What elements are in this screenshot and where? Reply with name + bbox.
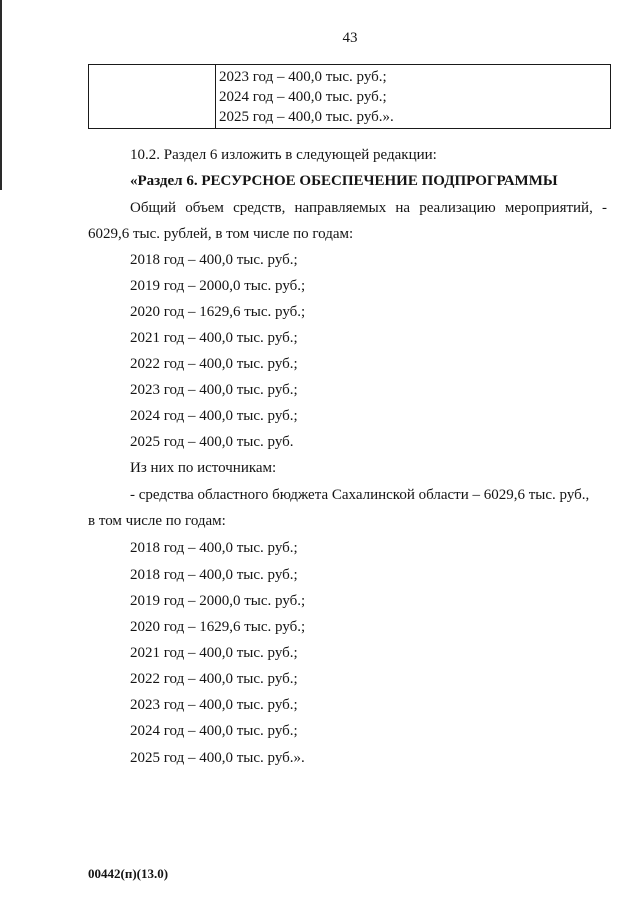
table-amounts-cell — [216, 65, 394, 128]
regional-year-line: 2018 год – 400,0 тыс. руб.; — [130, 567, 298, 583]
regional-budget-line-2: в том числе по годам: — [88, 513, 226, 529]
section-title: «Раздел 6. РЕСУРСНОЕ ОБЕСПЕЧЕНИЕ ПОДПРОГРАММЫ — [130, 173, 558, 189]
total-year-line: 2018 год – 400,0 тыс. руб.; — [130, 252, 298, 268]
regional-year-line: 2025 год – 400,0 тыс. руб.». — [130, 750, 305, 766]
total-year-line: 2024 год – 400,0 тыс. руб.; — [130, 408, 298, 424]
total-year-line: 2023 год – 400,0 тыс. руб.; — [130, 382, 298, 398]
total-year-line: 2022 год – 400,0 тыс. руб.; — [130, 356, 298, 372]
table-empty-cell — [89, 65, 216, 128]
page-number: 43 — [342, 30, 358, 46]
total-paragraph-line-1: Общий объем средств, направляемых на реализацию мероприятий, - — [130, 200, 607, 216]
table-line: 2024 год – 400,0 тыс. руб.; — [219, 89, 387, 105]
document-code: 00442(п)(13.0) — [88, 866, 169, 881]
regional-year-line: 2022 год – 400,0 тыс. руб.; — [130, 671, 298, 687]
total-year-line: 2020 год – 1629,6 тыс. руб.; — [130, 304, 306, 320]
table-line: 2023 год – 400,0 тыс. руб.; — [219, 69, 387, 85]
table-line: 2025 год – 400,0 тыс. руб.». — [219, 109, 394, 125]
regional-year-line: 2019 год – 2000,0 тыс. руб.; — [130, 593, 306, 609]
regional-year-line: 2020 год – 1629,6 тыс. руб.; — [130, 619, 306, 635]
scan-edge-mark — [0, 0, 2, 190]
continued-table — [88, 64, 611, 129]
regional-year-line: 2023 год – 400,0 тыс. руб.; — [130, 697, 298, 713]
item-heading: 10.2. Раздел 6 изложить в следующей редакции: — [130, 147, 437, 163]
regional-year-line: 2024 год – 400,0 тыс. руб.; — [130, 723, 298, 739]
total-year-line: 2019 год – 2000,0 тыс. руб.; — [130, 278, 306, 294]
regional-year-line: 2021 год – 400,0 тыс. руб.; — [130, 645, 298, 661]
total-year-line: 2025 год – 400,0 тыс. руб. — [130, 434, 294, 450]
sources-intro: Из них по источникам: — [130, 460, 277, 476]
total-paragraph-line-2: 6029,6 тыс. рублей, в том числе по годам: — [88, 226, 354, 242]
regional-year-line: 2018 год – 400,0 тыс. руб.; — [130, 540, 298, 556]
total-year-line: 2021 год – 400,0 тыс. руб.; — [130, 330, 298, 346]
regional-budget-line-1: - средства областного бюджета Сахалинской области – 6029,6 тыс. руб., — [130, 487, 590, 503]
